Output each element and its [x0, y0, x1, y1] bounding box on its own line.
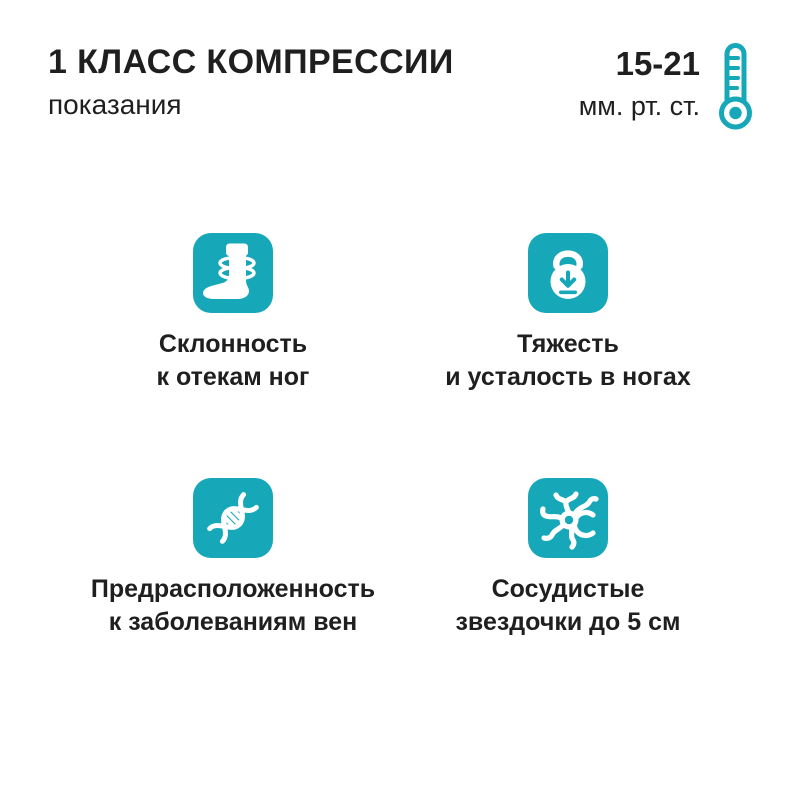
indication-label-line: к заболеваниям вен — [108, 608, 358, 636]
indication-label-line: и усталость в ногах — [445, 363, 691, 391]
indication-card — [398, 233, 738, 394]
indication-label — [63, 573, 403, 639]
header — [48, 44, 454, 121]
indication-label-line: звездочки до 5 см — [455, 608, 681, 636]
ankle-compression-icon — [193, 233, 273, 313]
indication-label — [398, 328, 738, 394]
pressure-unit: мм. рт. ст. — [578, 91, 700, 122]
page-subtitle: показания — [48, 89, 182, 121]
indication-card — [398, 478, 738, 639]
indication-label — [63, 328, 403, 394]
pressure-range — [579, 46, 700, 122]
thermometer-icon — [706, 42, 764, 132]
indication-card — [63, 478, 403, 639]
page-title: 1 КЛАСС КОМПРЕССИИ — [48, 43, 454, 81]
indication-card — [63, 233, 403, 394]
indication-label-line: Предрасположенность — [90, 575, 376, 603]
indication-label — [398, 573, 738, 639]
pressure-value: 15-21 — [615, 45, 700, 82]
indication-label-line: Сосудистые — [491, 575, 645, 603]
indication-label-line: Тяжесть — [517, 330, 619, 358]
spider-veins-icon — [528, 478, 608, 558]
kettlebell-weight-icon — [528, 233, 608, 313]
dna-icon — [193, 478, 273, 558]
indication-label-line: к отекам ног — [156, 363, 310, 391]
indication-label-line: Склонность — [158, 330, 308, 358]
